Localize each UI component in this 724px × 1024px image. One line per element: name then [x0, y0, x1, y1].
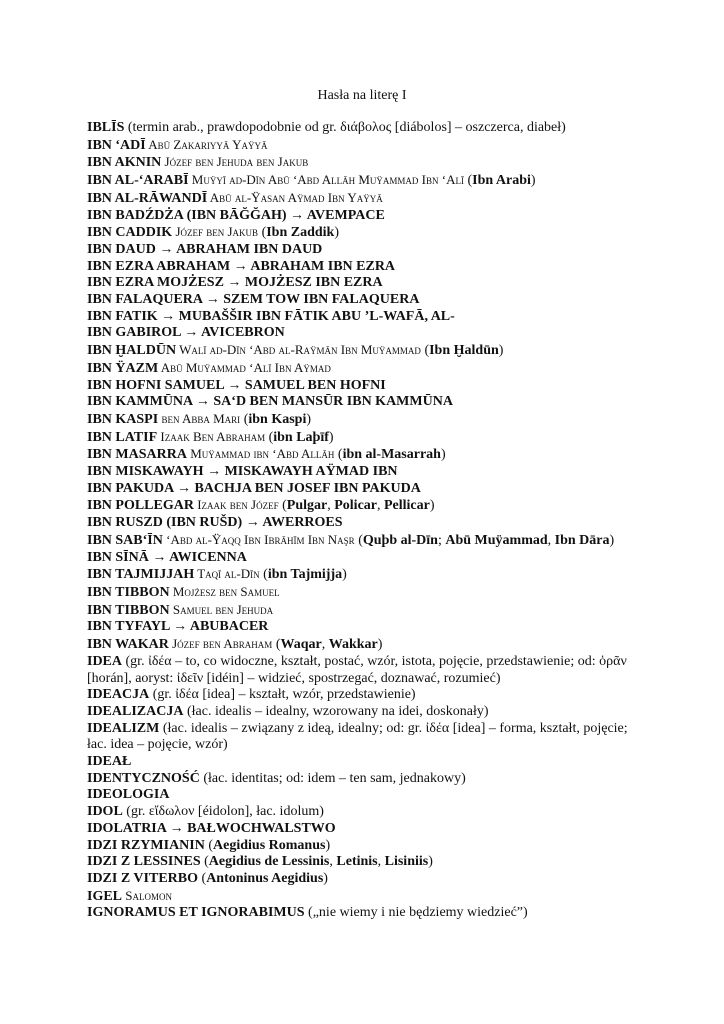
entry	[87, 464, 647, 481]
entry	[87, 515, 647, 532]
entry-headword: IGEL	[87, 888, 123, 904]
entry	[87, 619, 647, 636]
entry	[87, 481, 647, 498]
entry-headword: IBN ŸAZM	[87, 360, 159, 376]
entry	[87, 497, 647, 515]
entry-headword: IBN CADDIK	[87, 225, 173, 241]
entry-bold-variant: Policar	[334, 498, 377, 514]
entry-headword: IBN TYFAYL → ABUBACER	[87, 619, 269, 635]
entry-text: )	[325, 837, 331, 853]
entry	[87, 242, 647, 259]
entry-headword: IDEOLOGIA	[87, 787, 170, 803]
entry-bold-variant: Lisiniis	[384, 854, 429, 870]
entry-text: )	[328, 429, 334, 445]
entry	[87, 309, 647, 326]
entry-text: (łac. idealis – idealny, wzorowany na idei, doskonały)	[183, 703, 489, 719]
entry	[87, 871, 647, 888]
entry	[87, 259, 647, 276]
entry	[87, 787, 647, 804]
entry-text: ;	[437, 532, 446, 548]
entry-headword: IBN MASARRA	[87, 447, 187, 463]
entry-bold-variant: ibn Tajmijja	[267, 567, 343, 583]
entry-text: ,	[377, 498, 384, 514]
entry-text: (	[278, 498, 287, 514]
entry	[87, 704, 647, 721]
entry-text: )	[609, 532, 615, 548]
entry-headword: IBN TIBBON	[87, 602, 170, 618]
entry-headword: IBN TAJMIJJAH	[87, 567, 195, 583]
entry-name-variant: Abū al-Ÿasan Aÿmad Ibn Yaÿyā	[207, 189, 383, 205]
entry	[87, 429, 647, 447]
entry-bold-variant: Waqar	[280, 637, 322, 653]
entry-bold-variant: Pellicar	[384, 498, 430, 514]
entry-text: (termin arab., prawdopodobnie od gr. διάβολος [diábolos] – oszczerca, diabeł)	[124, 120, 566, 135]
entry-text: (łac. idealis – związany z ideą, idealny; od: gr. ἰδέα [idea] – forma, kształt, pojęcie; łac. idea – pojęcie, wzór)	[87, 720, 628, 753]
entry-headword: IBN MISKAWAYH → MISKAWAYH AŸMAD IBN	[87, 464, 398, 480]
entry-text: (	[258, 225, 267, 241]
entry-name-variant: Izaak Ben Abraham	[157, 428, 266, 444]
entry-headword: IBN SĪNĀ → AWICENNA	[87, 549, 247, 565]
entry-bold-variant: ibn al-Masarrah	[342, 447, 441, 463]
entry-headword: IDEAŁ	[87, 754, 132, 770]
entry	[87, 360, 647, 378]
entry-text: (gr. ἰδέα – to, co widoczne, kształt, postać, wzór, istota, pojęcie, przedstawienie; od: ὁρᾶν [horán], aoryst: ἰδεῖν [idéin] – widzieć, spostrzegać, doznawać, rozumieć)	[87, 653, 627, 686]
entry	[87, 771, 647, 788]
entry	[87, 224, 647, 242]
entry-name-variant: Józef ben Abraham	[168, 636, 273, 652]
entry	[87, 378, 647, 395]
entry	[87, 566, 647, 584]
entry-headword: IBN WAKAR	[87, 637, 169, 653]
entry-headword: IBN ḪALDŪN	[87, 343, 177, 359]
entry-bold-variant: Pulgar	[286, 498, 328, 514]
entry-text: (gr. ἰδέα [idea] – kształt, wzór, przedstawienie)	[149, 687, 416, 703]
entry-headword: IDEALIZM	[87, 720, 160, 736]
entry	[87, 190, 647, 208]
entry-bold-variant: Ibn Ḫaldūn	[429, 343, 499, 359]
entry-headword: IDZI Z VITERBO	[87, 870, 199, 886]
entry-name-variant: Józef ben Jehuda ben Jakub	[161, 154, 309, 170]
entry-text: )	[377, 637, 383, 653]
entry-headword: IBN SABʻĪN	[87, 532, 163, 548]
entry-text: )	[323, 870, 328, 886]
entry-headword: IBN ʻADĪ	[87, 137, 146, 153]
entry	[87, 411, 647, 429]
entry-text: (	[354, 532, 363, 548]
entry-name-variant: Mojżesz ben Samuel	[169, 583, 280, 599]
entry-text: („nie wiemy i nie będziemy wiedzieć”)	[304, 905, 528, 921]
entry-text: (	[272, 637, 281, 653]
entry-name-variant: Walī ad-Dīn ʻAbd al-Raÿmān Ibn Muÿammad	[176, 342, 421, 358]
entry-headword: IBN AKNIN	[87, 155, 162, 171]
entry	[87, 172, 647, 190]
entry-text: )	[530, 173, 536, 189]
entry	[87, 584, 647, 602]
entry-bold-variant: ibn Kaspi	[248, 411, 307, 427]
entry-text: ,	[377, 854, 385, 870]
entry	[87, 342, 647, 360]
entry	[87, 838, 647, 855]
entry-headword: IBN EZRA ABRAHAM → ABRAHAM IBN EZRA	[87, 258, 396, 274]
entry-text: ,	[329, 854, 337, 870]
entry-text: )	[428, 854, 433, 870]
entry-bold-variant: Aegidius Romanus	[213, 837, 326, 853]
entry	[87, 446, 647, 464]
entry	[87, 394, 647, 411]
entry-name-variant: ʻAbd al-Ÿaqq Ibn Ibrāhīm Ibn Naşr	[162, 531, 355, 547]
entry-name-variant: Abū Zakariyyā Yaÿyā	[145, 136, 268, 152]
entry-name-variant: ben Abba Mari	[158, 410, 241, 426]
entry	[87, 854, 647, 871]
entry-bold-variant: Wakkar	[328, 637, 378, 653]
entry-name-variant: Muÿyī ad-Dīn Abū ʻAbd Allāh Muÿammad Ibn ʻAlī	[188, 172, 464, 188]
entry-name-variant: Izaak ben Józef	[193, 497, 279, 513]
entry-headword: IBN FALAQUERA → SZEM TOW IBN FALAQUERA	[87, 292, 420, 308]
entry-headword: IBN POLLEGAR	[87, 498, 194, 514]
entry-headword: IBN HOFNI SAMUEL → SAMUEL BEN HOFNI	[87, 377, 386, 393]
entry	[87, 905, 647, 922]
entry-text: ,	[327, 498, 335, 514]
entry-text: (	[265, 429, 274, 445]
entry	[87, 275, 647, 292]
entry-bold-variant: Ibn Dāra	[554, 532, 610, 548]
entry-headword: IBN DAUD → ABRAHAM IBN DAUD	[87, 241, 323, 257]
entry-name-variant: Samuel ben Jehuda	[169, 601, 274, 617]
entry-text: )	[342, 567, 347, 583]
entry-headword: IBN AL-RĀWANDĪ	[87, 190, 208, 206]
entry-text: )	[306, 411, 312, 427]
entry-headword: IBN BADŹDŻA (IBN BĀĞĞAH) → AVEMPACE	[87, 207, 385, 223]
entry-list	[87, 120, 647, 922]
entry-text: (	[463, 173, 473, 189]
entry-bold-variant: Antoninus Aegidius	[206, 870, 324, 886]
entry-text: ,	[547, 532, 555, 548]
entry-text: (	[200, 854, 209, 870]
page-title: Hasła na literę I	[317, 88, 407, 103]
entry-headword: IDEACJA	[87, 687, 150, 703]
entry	[87, 137, 647, 155]
entry-text: (	[420, 343, 430, 359]
entry-bold-variant: Letinis	[336, 854, 378, 870]
entry-headword: IDZI RZYMIANIN	[87, 837, 205, 853]
entry	[87, 208, 647, 225]
entry-headword: IBN KASPI	[87, 411, 159, 427]
entry-name-variant: Taqī al-Dīn	[194, 566, 260, 582]
entry-headword: IBN KAMMŪNA → SAʻD BEN MANSŪR IBN KAMMŪNA	[87, 394, 453, 410]
entry-bold-variant: ibn Laþīf	[273, 429, 329, 445]
entry-name-variant: Józef ben Jakub	[172, 224, 259, 240]
entry	[87, 804, 647, 821]
entry-headword: IDENTYCZNOŚĆ	[87, 770, 200, 786]
entry-headword: IBN AL-ʻARABĪ	[87, 173, 189, 189]
entry-headword: IBLĪS	[87, 120, 125, 135]
entry-name-variant: Abū Muÿammad ʻAlī Ibn Aÿmad	[158, 359, 331, 375]
entry-headword: IGNORAMUS ET IGNORABIMUS	[87, 905, 305, 921]
entry-bold-variant: Ibn Arabi	[472, 173, 531, 189]
entry-text: )	[440, 447, 446, 463]
entry-bold-variant: Aegidius de Lessinis	[208, 854, 330, 870]
entry	[87, 636, 647, 654]
entry-text: (	[240, 411, 249, 427]
entry-headword: IDZI Z LESSINES	[87, 854, 201, 870]
entry	[87, 654, 647, 687]
entry	[87, 154, 647, 172]
entry	[87, 532, 647, 550]
entry	[87, 120, 647, 137]
entry	[87, 292, 647, 309]
entry	[87, 888, 647, 906]
entry-bold-variant: Quþb al-Dīn	[362, 532, 438, 548]
entry	[87, 754, 647, 771]
entry	[87, 721, 647, 754]
entry	[87, 821, 647, 838]
entry-text: (	[198, 870, 207, 886]
entry-text: )	[334, 225, 340, 241]
entry-headword: IDEA	[87, 653, 123, 669]
entry	[87, 602, 647, 620]
entry-text: (	[204, 837, 214, 853]
entry-text: )	[429, 498, 435, 514]
entry-text: (łac. identitas; od: idem – ten sam, jednakowy)	[199, 770, 466, 786]
entry-headword: IDEALIZACJA	[87, 703, 184, 719]
entry-text: (	[259, 567, 268, 583]
entry-text: (gr. εἴδωλον [éidolon], łac. idolum)	[122, 804, 324, 820]
entry-headword: IBN RUSZD (IBN RUŠD) → AWERROES	[87, 515, 343, 531]
entry-name-variant: Muÿammad ibn ʻAbd Allāh	[186, 446, 335, 462]
entry-headword: IBN PAKUDA → BACHJA BEN JOSEF IBN PAKUDA	[87, 480, 421, 496]
entry	[87, 325, 647, 342]
entry-headword: IBN LATIF	[87, 429, 158, 445]
entry-headword: IBN GABIROL → AVICEBRON	[87, 325, 285, 341]
entry-text: ,	[321, 637, 329, 653]
entry-text: )	[498, 343, 504, 359]
entry-name-variant: Salomon	[122, 887, 172, 903]
entry-bold-variant: Abū Muÿammad	[445, 532, 548, 548]
entry-headword: IDOLATRIA → BAŁWOCHWALSTWO	[87, 820, 336, 836]
entry-text: (	[334, 447, 343, 463]
entry-headword: IBN EZRA MOJŻESZ → MOJŻESZ IBN EZRA	[87, 275, 383, 291]
entry	[87, 687, 647, 704]
entry	[87, 550, 647, 567]
entry-headword: IBN TIBBON	[87, 584, 170, 600]
entry-headword: IBN FATIK → MUBAŠŠIR IBN FĀTIK ABU ʼL-WAFĀ, AL-	[87, 308, 455, 324]
entry-bold-variant: Ibn Zaddik	[266, 225, 335, 241]
entry-headword: IDOL	[87, 804, 123, 820]
